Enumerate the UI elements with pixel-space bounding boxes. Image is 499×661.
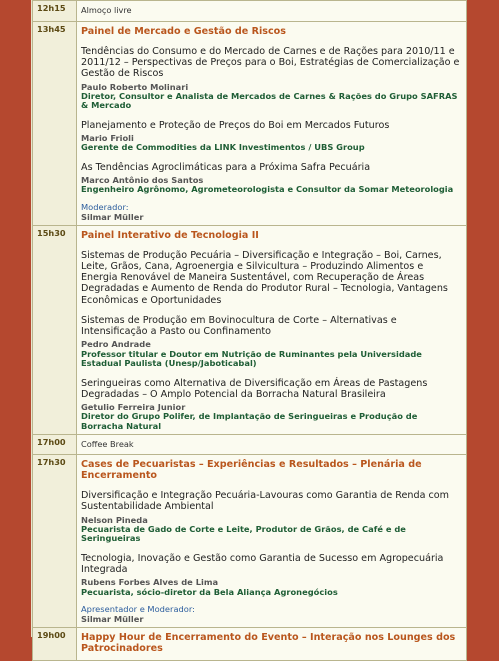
- talk-title: Sistemas de Produção em Bovinocultura de Corte – Alternativas e Intensificação a Pasto ou Confinamento: [81, 314, 397, 338]
- speaker-role: Gerente de Commodities da LINK Investimentos / UBS Group: [81, 142, 365, 153]
- item-cell: [77, 1, 467, 22]
- talk-title: Sistemas de Produção Pecuária – Diversificação e Integração – Boi, Carnes, Leite, Grãos, Cana, Agroenergia e Silvicultura – Produzindo Alimentos e Energia Renovável de Maneira Sustentável, com Recuperação de Áreas Degradadas e Aumento de Renda do Produtor Rural – Tecnologia, Vantagens Econômicas e Oportunidades: [81, 249, 448, 306]
- item-cell: [77, 22, 467, 226]
- speaker-name: Pedro Andrade: [81, 339, 151, 350]
- panel-title: Painel de Mercado e Gestão de Riscos: [81, 26, 286, 37]
- schedule-table: [32, 0, 467, 661]
- item-cell: [77, 627, 467, 660]
- panel-title: Happy Hour de Encerramento do Evento – Interação nos Lounges dos Patrocinadores: [81, 631, 456, 654]
- moderator-label: Apresentador e Moderador:: [81, 603, 195, 614]
- time-cell: 13h45: [33, 22, 77, 226]
- schedule-row: [33, 435, 467, 455]
- speaker-role: Pecuarista de Gado de Corte e Leite, Produtor de Grãos, de Café e de Seringueiras: [81, 523, 406, 544]
- speaker-name: Nelson Pineda: [81, 514, 148, 525]
- moderator-name: Silmar Müller: [81, 613, 144, 624]
- time-cell: 17h00: [33, 435, 77, 455]
- speaker-role: Professor titular e Doutor em Nutrição de Ruminantes pela Universidade Estadual Paulista (Unesp/Jaboticabal): [81, 348, 422, 369]
- time-cell: 15h30: [33, 225, 77, 434]
- speaker-role: Diretor do Grupo Polifer, de Implantação de Seringueiras e Produção de Borracha Natural: [81, 411, 418, 431]
- panel-title: Cases de Pecuaristas – Experiências e Resultados – Plenária de Encerramento: [81, 459, 422, 482]
- talk-title: Planejamento e Proteção de Preços do Boi em Mercados Futuros: [81, 119, 390, 131]
- talk-title: Tecnologia, Inovação e Gestão como Garantia de Sucesso em Agropecuária Integrada: [81, 552, 444, 575]
- item-cell: [77, 225, 467, 434]
- item-cell: [77, 455, 467, 628]
- speaker-role: Diretor, Consultor e Analista de Mercados de Carnes & Rações do Grupo SAFRAS & Mercado: [81, 91, 458, 111]
- talk-title: As Tendências Agroclimáticas para a Próxima Safra Pecuária: [81, 161, 371, 173]
- schedule-row: [33, 22, 467, 226]
- speaker-name: Marco Antônio dos Santos: [81, 175, 204, 186]
- talk-title: Seringueiras como Alternativa de Diversificação em Áreas de Pastagens Degradadas – O Amplo Potencial da Borracha Natural Brasileira: [81, 377, 428, 400]
- time-cell: 19h00: [33, 627, 77, 660]
- speaker-name: Rubens Forbes Alves de Lima: [81, 577, 219, 588]
- moderator-name: Silmar Müller: [81, 211, 144, 222]
- time-cell: 17h30: [33, 455, 77, 628]
- talk-title: Diversificação e Integração Pecuária-Lavouras como Garantia de Renda com Sustentabilidade Ambiental: [81, 490, 450, 513]
- talk-title: Tendências do Consumo e do Mercado de Carnes e de Rações para 2010/11 e 2011/12 – Perspectivas de Preços para o Boi, Estratégias de Comercialização e Gestão de Riscos: [81, 46, 460, 80]
- schedule-row: [33, 225, 467, 434]
- speaker-role: Pecuarista, sócio-diretor da Bela Aliança Agronegócios: [81, 586, 338, 597]
- break-label: Almoço livre: [81, 5, 132, 15]
- panel-title: Painel Interativo de Tecnologia II: [81, 229, 259, 241]
- schedule-row: [33, 627, 467, 660]
- schedule-row: [33, 455, 467, 628]
- speaker-name: Mario Frioli: [81, 133, 134, 144]
- schedule-row: [33, 1, 467, 22]
- speaker-name: Getulio Ferreira Junior: [81, 401, 186, 412]
- speaker-role: Engenheiro Agrônomo, Agrometeorologista e Consultor da Somar Meteorologia: [81, 184, 454, 195]
- speaker-name: Paulo Roberto Molinari: [81, 81, 189, 92]
- moderator-label: Moderador:: [81, 201, 129, 212]
- item-cell: [77, 435, 467, 455]
- time-cell: 12h15: [33, 1, 77, 22]
- break-label: Coffee Break: [81, 439, 134, 450]
